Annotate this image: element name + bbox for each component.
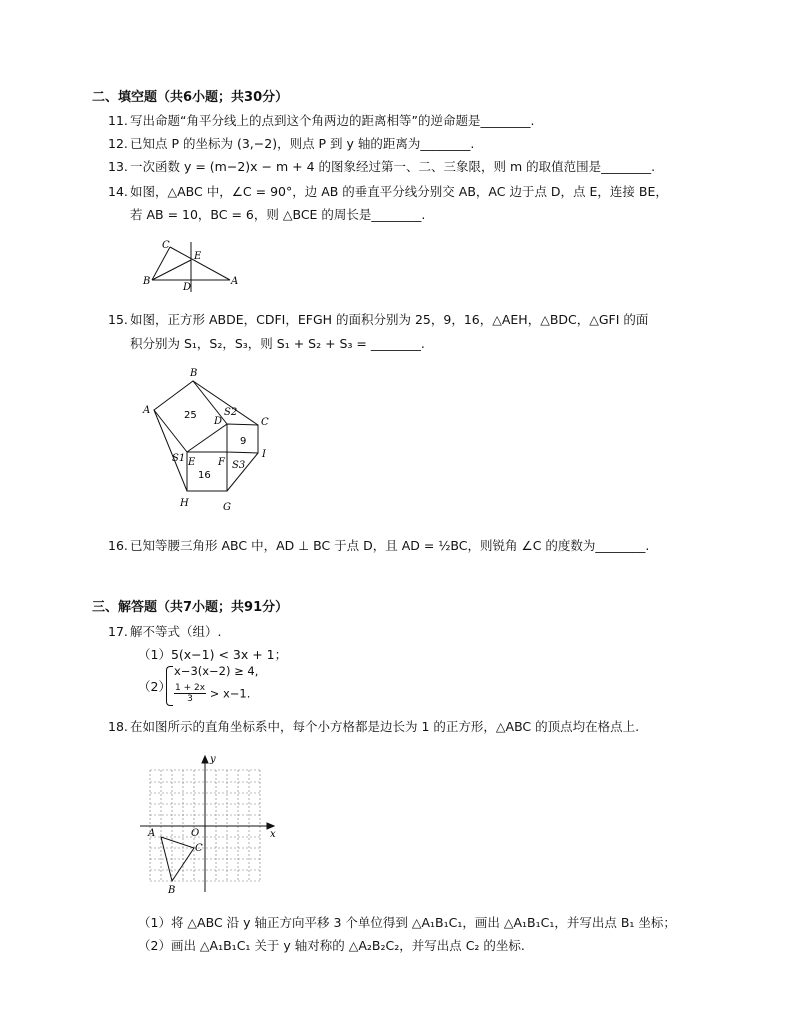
system-line2-rhs: > x−1. (209, 686, 251, 701)
question-14 (108, 182, 708, 202)
label-C: C (162, 240, 170, 251)
question-18-part1: （1）将 △ABC 沿 y 轴正方向平移 3 个单位得到 △A₁B₁C₁，画出 △A₁B₁C₁，并写出点 B₁ 坐标； (138, 915, 676, 930)
label-E: E (188, 457, 196, 468)
question-14-line2: 若 AB = 10，BC = 6，则 △BCE 的周长是________. (130, 207, 426, 222)
question-text: 已知点 P 的坐标为 (3,−2)，则点 P 到 y 轴的距离为________. (130, 136, 475, 151)
question-17-part1: （1）5(x−1) < 3x + 1； (138, 647, 288, 662)
label-E: E (194, 251, 202, 262)
label-C: C (261, 417, 269, 428)
question-18-part2: （2）画出 △A₁B₁C₁ 关于 y 轴对称的 △A₂B₂C₂，并写出点 C₂ 的坐标. (138, 938, 525, 953)
brace (166, 666, 173, 706)
question-text-line1: 如图，△ABC 中，∠C = 90°，边 AB 的垂直平分线分别交 AB，AC 边于点 D，点 E，连接 BE， (130, 184, 668, 199)
question-number: 14. (108, 184, 128, 199)
origin-label: O (191, 828, 200, 839)
label-H: H (180, 498, 189, 509)
question-number: 18. (108, 719, 128, 734)
label-B: B (168, 885, 176, 896)
question-13 (108, 157, 708, 177)
question-text: 已知等腰三角形 ABC 中，AD ⊥ BC 于点 D，且 AD = ½BC，则锐角 ∠C 的度数为________. (130, 538, 650, 553)
system-line2 (174, 683, 250, 704)
question-17-part2-label: （2） (138, 679, 171, 694)
question-number: 15. (108, 312, 128, 327)
label-C: C (195, 843, 203, 854)
label-A: A (143, 405, 151, 416)
question-text: 在如图所示的直角坐标系中，每个小方格都是边长为 1 的正方形，△ABC 的顶点均在格点上. (130, 719, 640, 734)
label-S1: S1 (172, 453, 186, 464)
label-D: D (214, 416, 223, 427)
fraction-numerator: 1 + 2x (175, 683, 206, 693)
question-15 (108, 310, 708, 330)
question-12 (108, 134, 708, 154)
question-text-line1: 如图，正方形 ABDE，CDFI，EFGH 的面积分别为 25，9，16，△AEH，△BDC，△GFI 的面 (130, 312, 649, 327)
label-I: I (262, 449, 266, 460)
axis-x-label: x (270, 829, 276, 840)
question-17 (108, 622, 708, 642)
label-F: F (218, 457, 225, 468)
fraction-denominator: 3 (187, 694, 193, 704)
label-S2: S2 (224, 407, 238, 418)
figure-q15-squares (140, 364, 280, 514)
label-A: A (231, 276, 239, 287)
question-number: 11. (108, 113, 128, 128)
label-A: A (148, 828, 156, 839)
section-title-fill-in: 二、填空题（共6小题；共30分） (92, 90, 289, 105)
label-G: G (223, 502, 231, 513)
question-number: 12. (108, 136, 128, 151)
section-title-solutions: 三、解答题（共7小题；共91分） (92, 600, 289, 615)
question-text: 写出命题“角平分线上的点到这个角两边的距离相等”的逆命题是________. (130, 113, 535, 128)
system-line1: x−3(x−2) ≥ 4, (174, 664, 259, 678)
label-B: B (190, 368, 198, 379)
area-9: 9 (240, 436, 247, 447)
question-18 (108, 717, 708, 737)
question-15-line2: 积分别为 S₁，S₂，S₃，则 S₁ + S₂ + S₃ = ________. (130, 336, 425, 351)
label-B: B (143, 276, 151, 287)
question-16 (108, 536, 708, 556)
axis-y-label: y (210, 754, 216, 765)
label-D: D (183, 282, 192, 293)
area-25: 25 (184, 410, 197, 421)
question-number: 16. (108, 538, 128, 553)
figure-q14-triangle (140, 236, 250, 296)
question-11 (108, 111, 708, 131)
figure-q18-grid (140, 750, 290, 898)
label-S3: S3 (232, 460, 246, 471)
inequality-system (166, 664, 296, 708)
question-number: 17. (108, 624, 128, 639)
question-number: 13. (108, 159, 128, 174)
question-text: 一次函数 y = (m−2)x − m + 4 的图象经过第一、二、三象限，则 m 的取值范围是________. (130, 159, 656, 174)
area-16: 16 (198, 470, 211, 481)
question-text: 解不等式（组）. (130, 624, 222, 639)
